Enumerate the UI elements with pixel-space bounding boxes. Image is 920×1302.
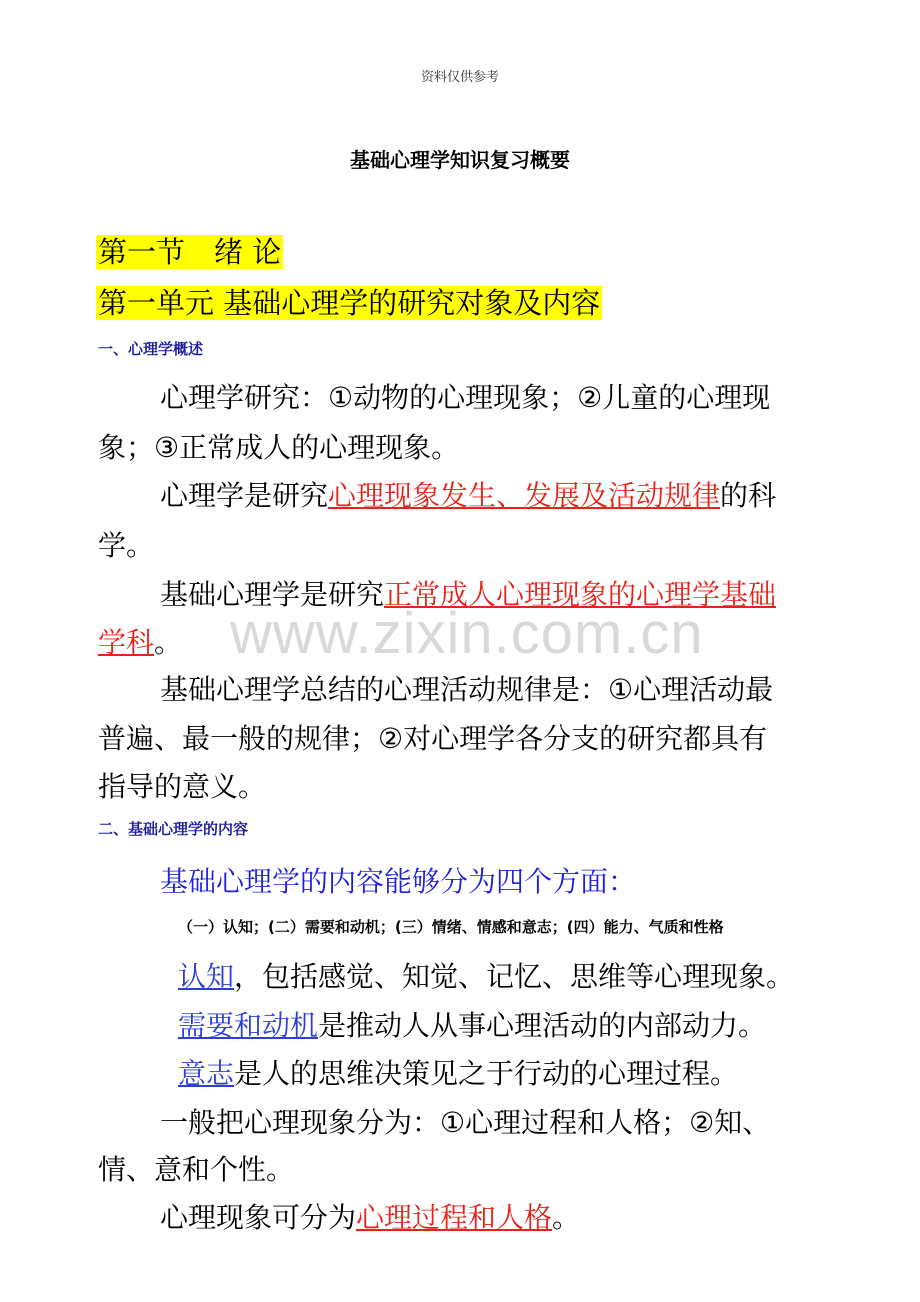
paragraph-7-text: ，包括感觉、知觉、记忆、思维等心理现象。 [234,960,795,993]
paragraph-1-line-2: 象；③正常成人的心理现象。 [98,431,460,464]
paragraph-10-line-1: 一般把心理现象分为：①心理过程和人格；②知、 [160,1106,771,1139]
paragraph-9 [178,1050,738,1098]
paragraph-8-text: 是推动人从事心理活动的内部动力。 [318,1009,767,1042]
paragraph-2-text-end: 的科 [720,479,777,512]
section-heading-2: 二、基础心理学的内容 [98,820,249,838]
paragraph-2-text: 心理学是研究 [160,479,329,512]
paragraph-4-line-3: 指导的意义。 [98,770,267,803]
unit-heading-text: 第一单元 基础心理学的研究对象及内容 [98,286,601,320]
paragraph-4-line-2: 普遍、最一般的规律；②对心理学各分支的研究都具有 [98,722,768,755]
paragraph-10-line-2: 情、意和个性。 [98,1153,295,1186]
paragraph-9-text: 是人的思维决策见之于行动的心理过程。 [234,1057,739,1090]
chapter-heading [96,232,283,272]
page-header: 资料仅供参考 [420,70,499,85]
paragraph-11 [160,1194,580,1242]
paragraph-3-highlight: 正常成人心理现象的心理学基础 [384,578,777,611]
will-term: 意志 [178,1057,235,1090]
paragraph-3-text-end: 。 [154,626,183,659]
watermark: www.zixin.com.cn [230,601,704,666]
paragraph-11-text-end: 。 [552,1201,581,1234]
paragraph-2-line-2: 学。 [98,529,155,562]
document-title: 基础心理学知识复习概要 [350,148,570,172]
paragraph-7 [178,953,794,1001]
paragraph-8 [178,1002,766,1050]
paragraph-5: 基础心理学的内容能够分为四个方面： [160,865,637,898]
unit-heading [96,283,602,323]
paragraph-2-line-1 [160,472,776,520]
four-aspects-list: （一）认知；(二）需要和动机；(三）情绪、情感和意志；(四）能力、气质和性格 [178,918,724,936]
cognition-term: 认知 [178,960,235,993]
paragraph-2-highlight: 心理现象发生、发展及活动规律 [328,479,721,512]
paragraph-3-line-2 [98,619,182,667]
paragraph-11-text: 心理现象可分为 [160,1201,357,1234]
section-heading-1: 一、心理学概述 [98,340,204,358]
needs-motivation-term: 需要和动机 [178,1009,319,1042]
paragraph-11-highlight: 心理过程和人格 [356,1201,553,1234]
paragraph-1-line-1: 心理学研究：①动物的心理现象；②儿童的心理现 [160,381,771,414]
paragraph-3-text: 基础心理学是研究 [160,578,385,611]
paragraph-4-line-1: 基础心理学总结的心理活动规律是：①心理活动最 [160,673,774,706]
chapter-heading-text: 第一节 绪 论 [98,235,282,269]
paragraph-3-highlight-end: 学科 [98,626,155,659]
